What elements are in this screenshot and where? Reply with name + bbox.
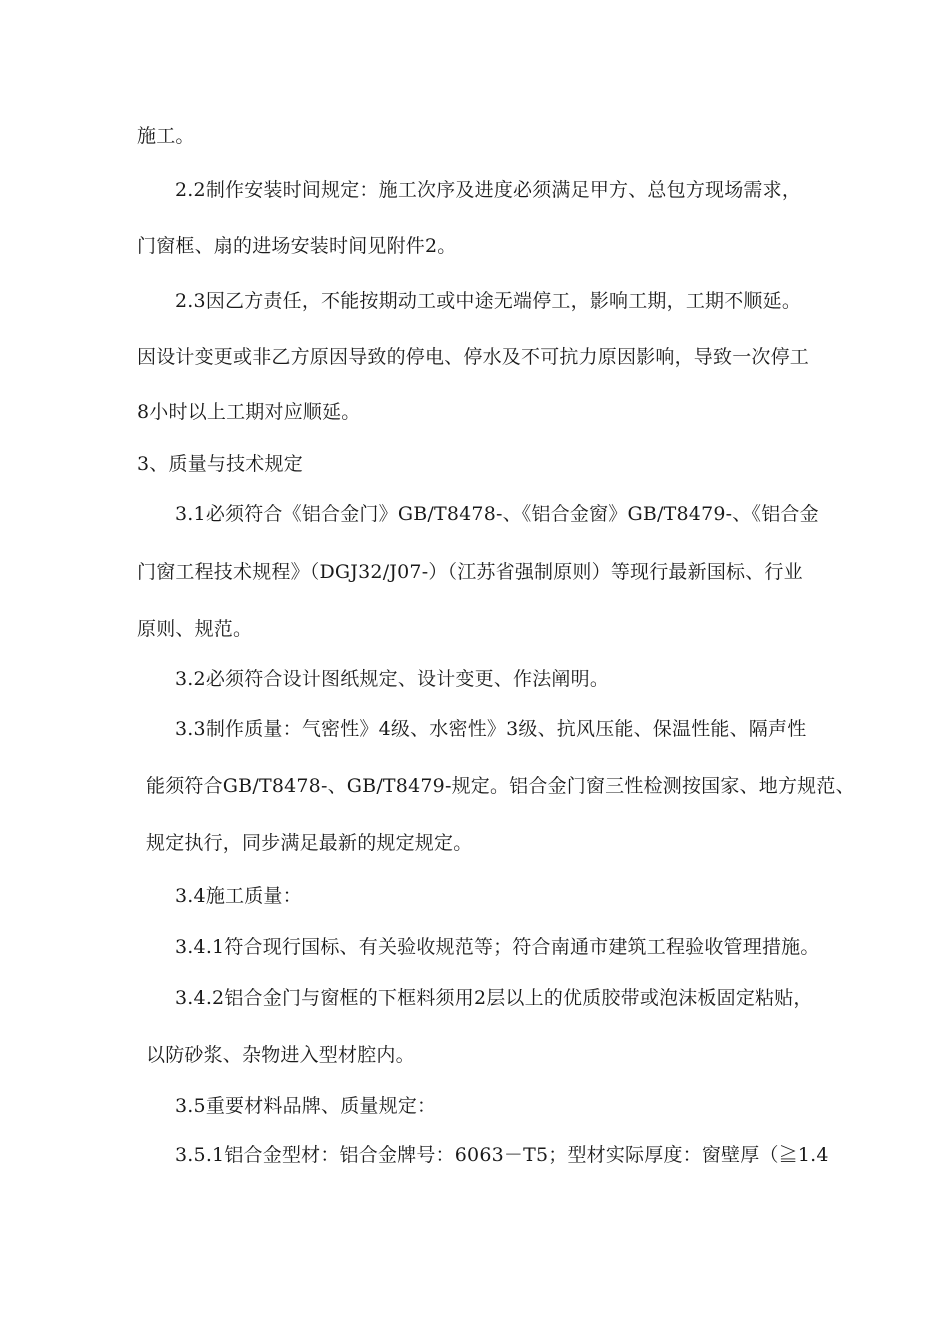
text-line-15: 3.4施工质量： — [175, 885, 302, 907]
text-line-3: 门窗框、扇的进场安装时间见附件2。 — [137, 235, 457, 257]
text-line-2: 2.2制作安装时间规定：施工次序及进度必须满足甲方、总包方现场需求， — [175, 179, 802, 201]
section-heading-3: 3、质量与技术规定 — [137, 453, 303, 475]
text-line-6: 8小时以上工期对应顺延。 — [137, 401, 361, 423]
text-line-11: 3.2必须符合设计图纸规定、设计变更、作法阐明。 — [175, 668, 610, 690]
text-line-1: 施工。 — [137, 125, 195, 147]
text-line-19: 3.5重要材料品牌、质量规定： — [175, 1095, 437, 1117]
text-line-8: 3.1必须符合《铝合金门》GB/T8478-、《铝合金窗》GB/T8479-、《铝合金 — [175, 503, 819, 525]
text-line-9: 门窗工程技术规程》（DGJ32/J07-）（江苏省强制原则）等现行最新国标、行业 — [137, 561, 803, 583]
text-line-4: 2.3因乙方责任，不能按期动工或中途无端停工，影响工期，工期不顺延。 — [175, 290, 802, 312]
text-line-10: 原则、规范。 — [137, 618, 253, 640]
text-line-16: 3.4.1符合现行国标、有关验收规范等；符合南通市建筑工程验收管理措施。 — [175, 936, 820, 958]
text-line-20: 3.5.1铝合金型材：铝合金牌号：6063－T5；型材实际厚度：窗壁厚（≧1.4 — [175, 1144, 829, 1166]
text-line-14: 规定执行，同步满足最新的规定规定。 — [146, 832, 473, 854]
text-line-17: 3.4.2铝合金门与窗框的下框料须用2层以上的优质胶带或泡沫板固定粘贴， — [175, 987, 813, 1009]
text-line-13: 能须符合GB/T8478-、GB/T8479-规定。铝合金门窗三性检测按国家、地方规范、 — [146, 775, 855, 797]
text-line-5: 因设计变更或非乙方原因导致的停电、停水及不可抗力原因影响，导致一次停工 — [137, 346, 810, 368]
text-line-18: 以防砂浆、杂物进入型材腔内。 — [146, 1044, 415, 1066]
text-line-12: 3.3制作质量：气密性》4级、水密性》3级、抗风压能、保温性能、隔声性 — [175, 718, 807, 740]
